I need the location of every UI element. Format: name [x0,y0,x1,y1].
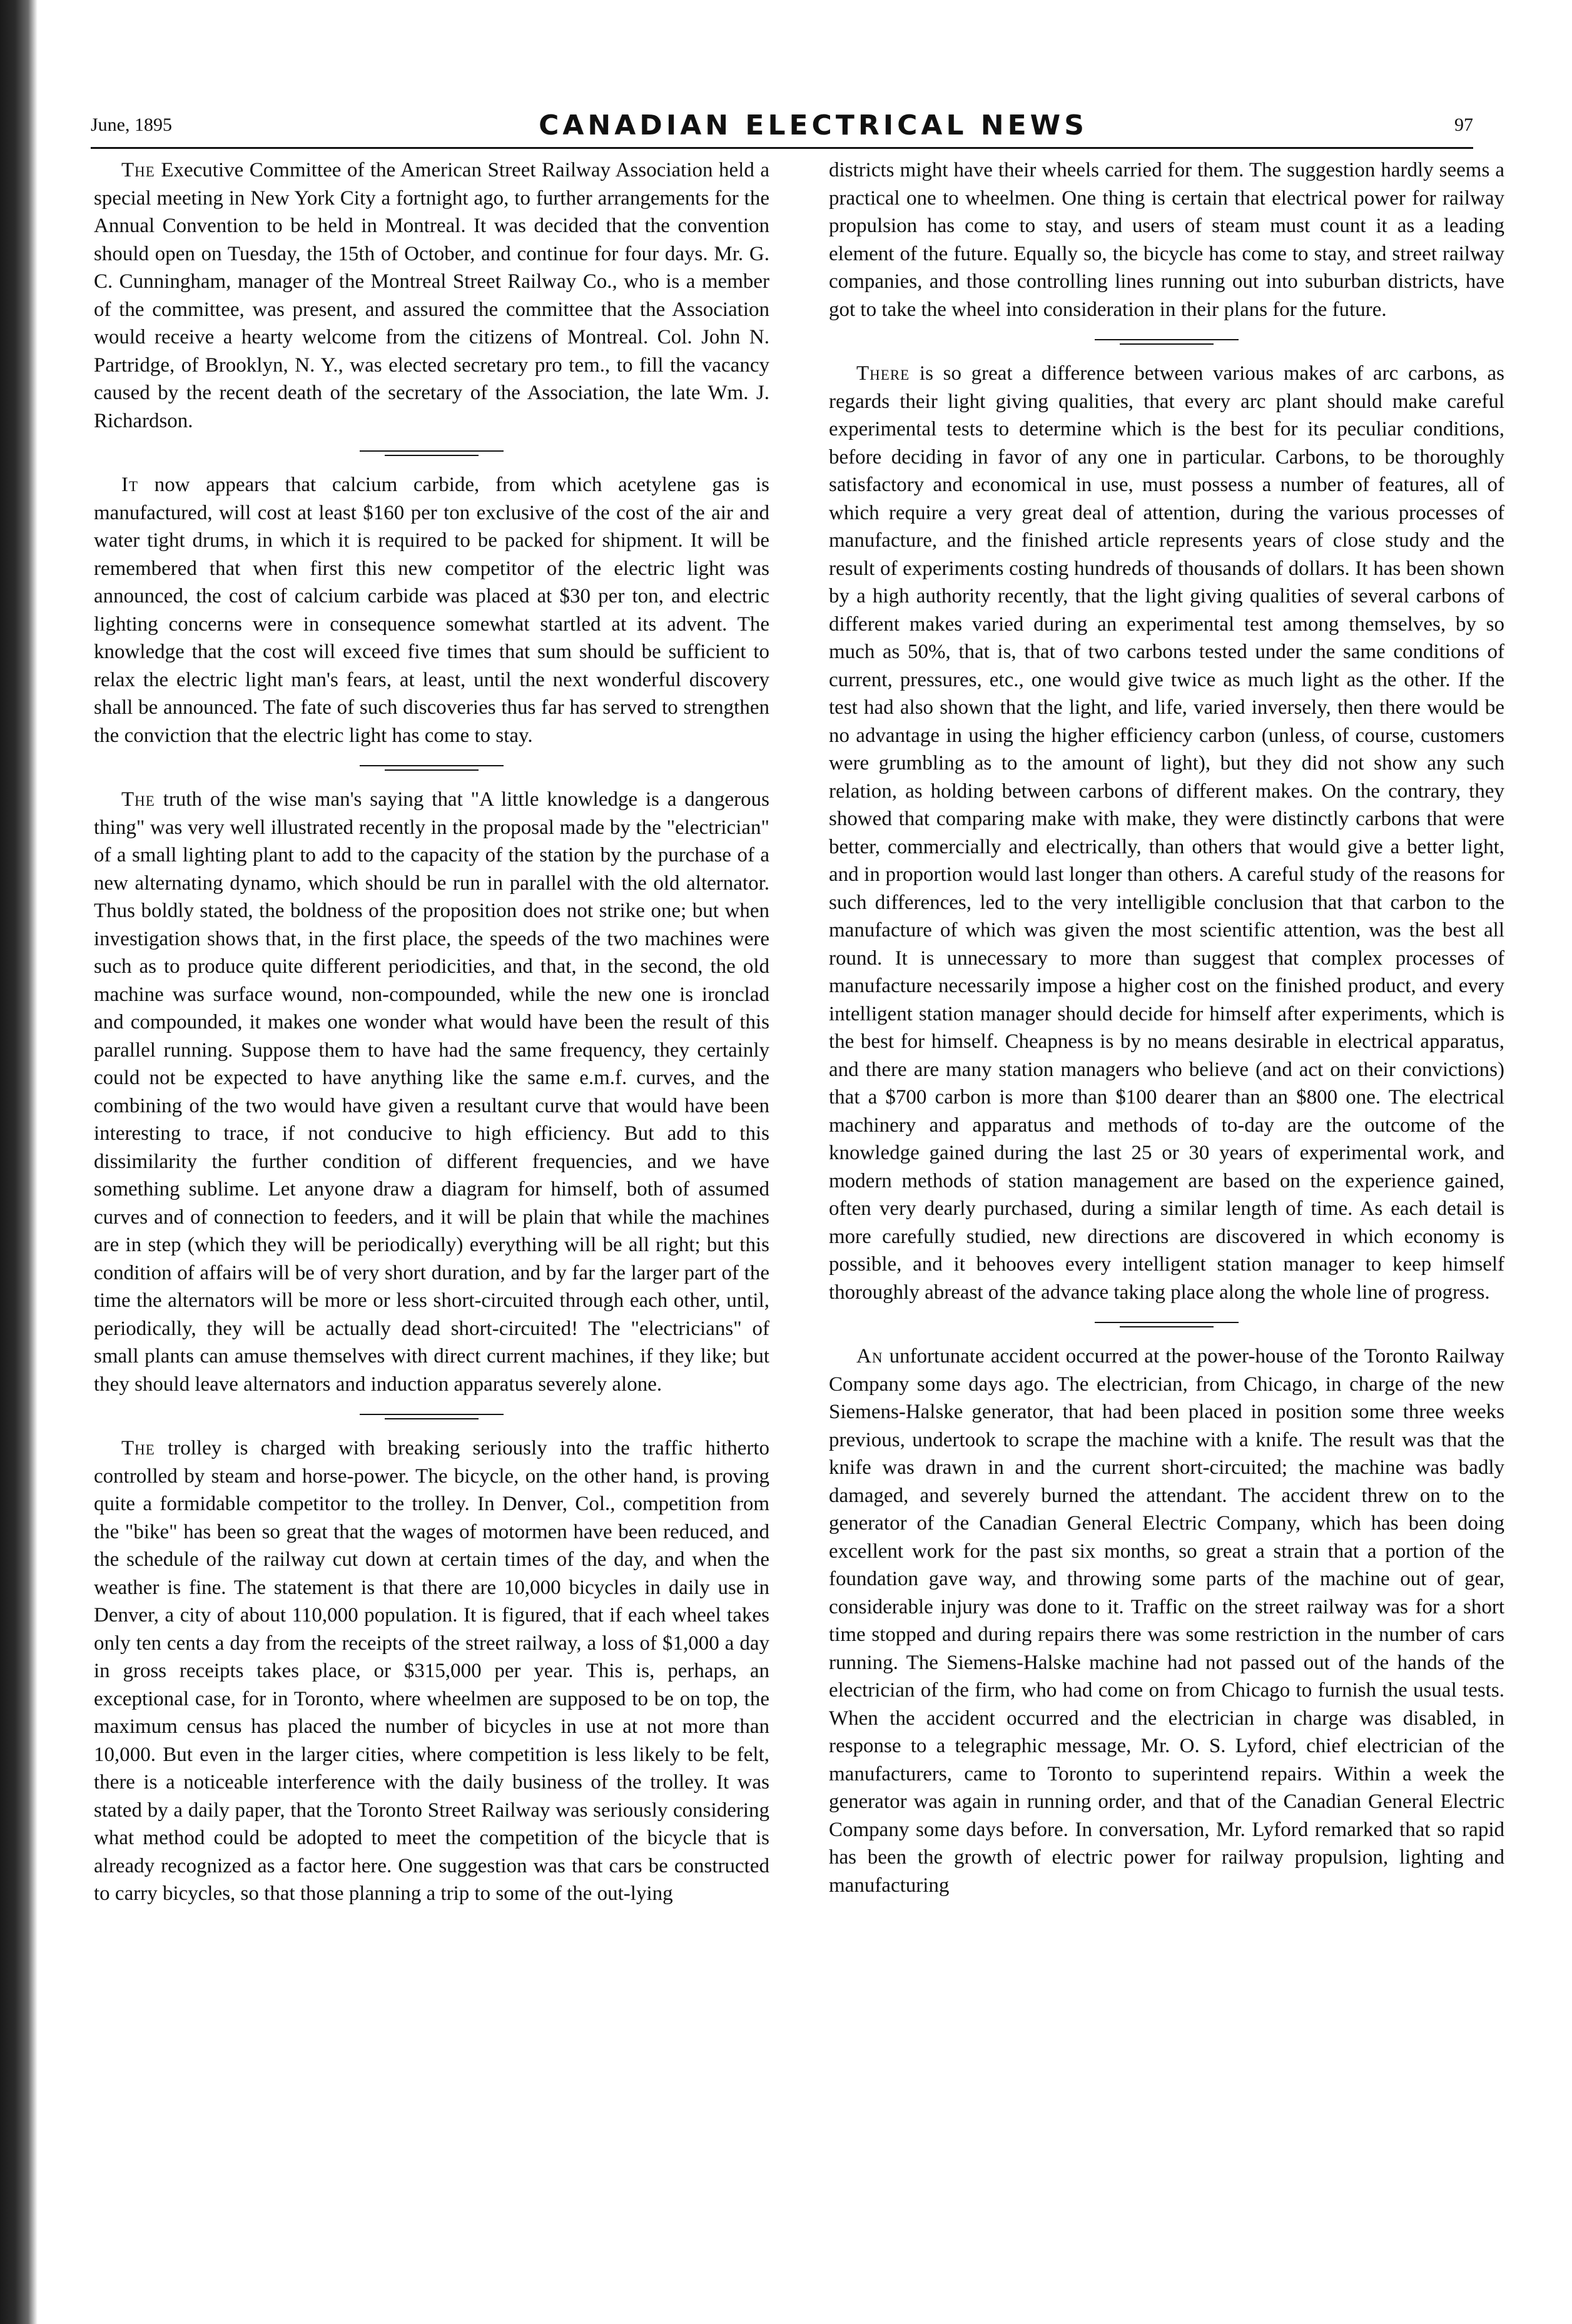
article-body: unfortunate accident occurred at the power-house of the Toronto Railway Company some days ago. The electrician, from Chicago, in charge of the new Siemens-Halske generator, that had been placed in position some three weeks previous, undertook to scrape the machine with a knife. The result was that the knife was drawn in and the current short-circuited; the machine was badly damaged, and severely burned the attendant. The accident threw on to the generator of the Canadian General Electric Company, which has been doing excellent work for the past six months, so great a strain that a portion of the foundation gave way, and throwing some parts of the machine out of gear, considerable injury was done to it. Traffic on the street railway was for a short time stopped and during repairs there was some restriction in the number of cars running. The Siemens-Halske machine had not passed out of the hands of the electrician of the firm, who had come on from Chicago to furnish the usual tests. When the accident occurred and the electrician in charge was disabled, in response to a telegraphic message, Mr. O. S. Lyford, chief electrician of the manufacturers, came to Toronto to superintend repairs. Within a week the generator was again in running order, and that of the Canadian General Electric Company some days before. In conversation, Mr. Lyford remarked that so rapid has been the growth of electric power for railway propulsion, lighting and manufacturing [829,1345,1504,1897]
masthead: CANADIAN ELECTRICAL NEWS [539,109,1088,141]
article-body: now appears that calcium carbide, from which acetylene gas is manufactured, will cost at least $160 per ton exclusive of the cost of the air and water tight drums, in which it is required to be packed for shipment. It will be remembered that when first this new competitor of the electric light was announced, the cost of calcium carbide was placed at $30 per ton, and electric lighting concerns were in consequence somewhat startled at its advent. The knowledge that the cost will exceed five times that sum should be sufficient to relax the electric light man's fears, at least, until the next wonderful discovery shall be announced. The fate of such discoveries thus far has served to strengthen the conviction that the electric light has come to stay. [94,474,769,747]
section-divider [94,749,769,786]
article-arc-carbons [829,360,1504,1306]
section-divider [829,1306,1504,1342]
article-lead: The [121,1437,155,1459]
right-column [829,156,1504,2296]
article-executive-committee [94,156,769,435]
article-power-house-accident [829,1342,1504,1899]
article-little-knowledge [94,786,769,1398]
issue-date: June, 1895 [91,114,172,135]
article-body: Executive Committee of the American Street Railway Association held a special meeting in New York City a fortnight ago, to further arrangements for the Annual Convention to be held in Montreal. It was decided that the convention should open on Tuesday, the 15th of October, and continue for four days. Mr. G. C. Cunningham, manager of the Montreal Street Railway Co., who is a member of the committee, was present, and assured the committee that the Association would receive a hearty welcome from the citizens of Montreal. Col. John N. Partridge, of Brooklyn, N. Y., was elected secretary pro tem., to fill the vacancy caused by the recent death of the secretary of the Association, the late Wm. J. Richardson. [94,159,769,432]
article-body: truth of the wise man's saying that "A little knowledge is a dangerous thing" was very well illustrated recently in the proposal made by the "electrician" of a small lighting plant to add to the capacity of the station by the purchase of a new alternating dynamo, which should be run in parallel with the old alternator. Thus boldly stated, the boldness of the proposition does not strike one; but when investigation shows that, in the first place, the speeds of the two machines were such as to produce quite different periodicities, and that, in the second, the old machine was surface wound, non-compounded, while the new one is ironclad and compounded, it makes one wonder what would have been the result of this parallel running. Suppose them to have had the same frequency, they certainly could not be expected to have anything like the same e.m.f. curves, and the combining of the two would have given a resultant curve that would have been interesting to trace, if not conducive to high efficiency. But add to this dissimilarity the further condition of different frequencies, and we have something sublime. Let anyone draw a diagram for himself, both of assumed curves and of connection to feeders, and it will be plain that while the machines are in step (which they will be periodically) everything will be all right; but this condition of affairs will be of very short duration, and by far the larger part of the time the alternators will be more or less short-circuited through each other, until, periodically, they will be actually dead short-circuited! The "electricians" of small plants can amuse themselves with direct current machines, if they like; but they should leave alternators and induction apparatus severely alone. [94,788,769,1396]
article-lead: It [121,474,139,496]
page-header [91,106,1473,144]
header-rule [91,147,1473,149]
article-trolley-bicycle-continued [829,156,1504,323]
article-trolley-bicycle [94,1434,769,1908]
article-lead: The [121,159,155,181]
section-divider [829,323,1504,360]
section-divider [94,435,769,471]
left-column [94,156,769,2296]
article-lead: There [856,362,910,385]
scan-binding-edge [0,0,38,2324]
article-body: is so great a difference between various makes of arc carbons, as regards their light giving qualities, that every arc plant should make careful experimental tests to determine which is the best for its peculiar conditions, before deciding in favor of any one in particular. Carbons, to be thoroughly satisfactory and economical in use, must possess a number of features, all of which require a very great deal of attention, during the various processes of manufacture, and the finished article represents years of close study and the result of experiments costing hundreds of thousands of dollars. It has been shown by a high authority recently, that the light giving qualities of several carbons of different makes varied during an experimental test among themselves, by so much as 50%, that is, that of two carbons tested under the same conditions of current, pressures, etc., one would give twice as much light as the other. If the test had also shown that the light, and life, varied inversely, then there would be no advantage in using the higher efficiency carbon (unless, of course, customers were grumbling as to the amount of light), but they did not show any such relation, as holding between carbons of different makes. On the contrary, they showed that comparing make with make, they were distinctly carbons that were better, commercially and electrically, than others that would give a better light, and in proportion would last longer than others. A careful study of the reasons for such differences, led to the very intelligible conclusion that that carbon to the manufacture of which was given the most scientific attention, was the best all round. It is unnecessary to more than suggest that complex processes of manufacture necessarily impose a higher cost on the finished product, and every intelligent station manager should decide for himself after experiments, which is the best for himself. Cheapness is by no means desirable in electrical apparatus, and there are many station managers who believe (and act on their convictions) that a $700 carbon is more than $100 dearer than an $800 one. The electrical machinery and apparatus and methods of to-day are the outcome of the knowledge gained during the last 25 or 30 years of experimental work, and modern methods of station management are based on the experience gained, often very dearly purchased, during a similar length of time. As each detail is more carefully studied, new directions are discovered in which economy is possible, and it behooves every intelligent station manager to keep himself thoroughly abreast of the advance taking place along the whole line of progress. [829,362,1504,1304]
page-number: 97 [1454,114,1473,135]
article-body: trolley is charged with breaking seriously into the traffic hitherto controlled by steam and horse-power. The bicycle, on the other hand, is proving quite a formidable competitor to the trolley. In Denver, Col., competition from the "bike" has been so great that the wages of motormen have been reduced, and the schedule of the railway cut down at certain times of the day, and when the weather is fine. The statement is that there are 10,000 bicycles in daily use in Denver, a city of about 110,000 population. It is figured, that if each wheel takes only ten cents a day from the receipts of the street railway, a loss of $1,000 a day in gross receipts takes place, or $315,000 per year. This is, perhaps, an exceptional case, for in Toronto, where wheelmen are supposed to be on top, the maximum census has placed the number of bicycles in use at not more than 10,000. But even in the larger cities, where competition is less likely to be felt, there is a noticeable interference with the daily business of the trolley. It was stated by a daily paper, that the Toronto Street Railway was seriously considering what method could be adopted to meet the competition of the bicycle that is already recognized as a factor here. One suggestion was that cars be constructed to carry bicycles, so that those planning a trip to some of the out-lying [94,1437,769,1905]
article-calcium-carbide [94,471,769,749]
section-divider [94,1398,769,1434]
article-body: districts might have their wheels carried for them. The suggestion hardly seems a practical one to wheelmen. One thing is certain that electrical power for railway propulsion has come to stay, and users of steam must count it as a leading element of the future. Equally so, the bicycle has come to stay, and street railway companies, and those controlling lines running out into suburban districts, have got to take the wheel into consideration in their plans for the future. [829,159,1504,321]
article-lead: The [121,788,155,811]
article-lead: An [856,1345,883,1368]
